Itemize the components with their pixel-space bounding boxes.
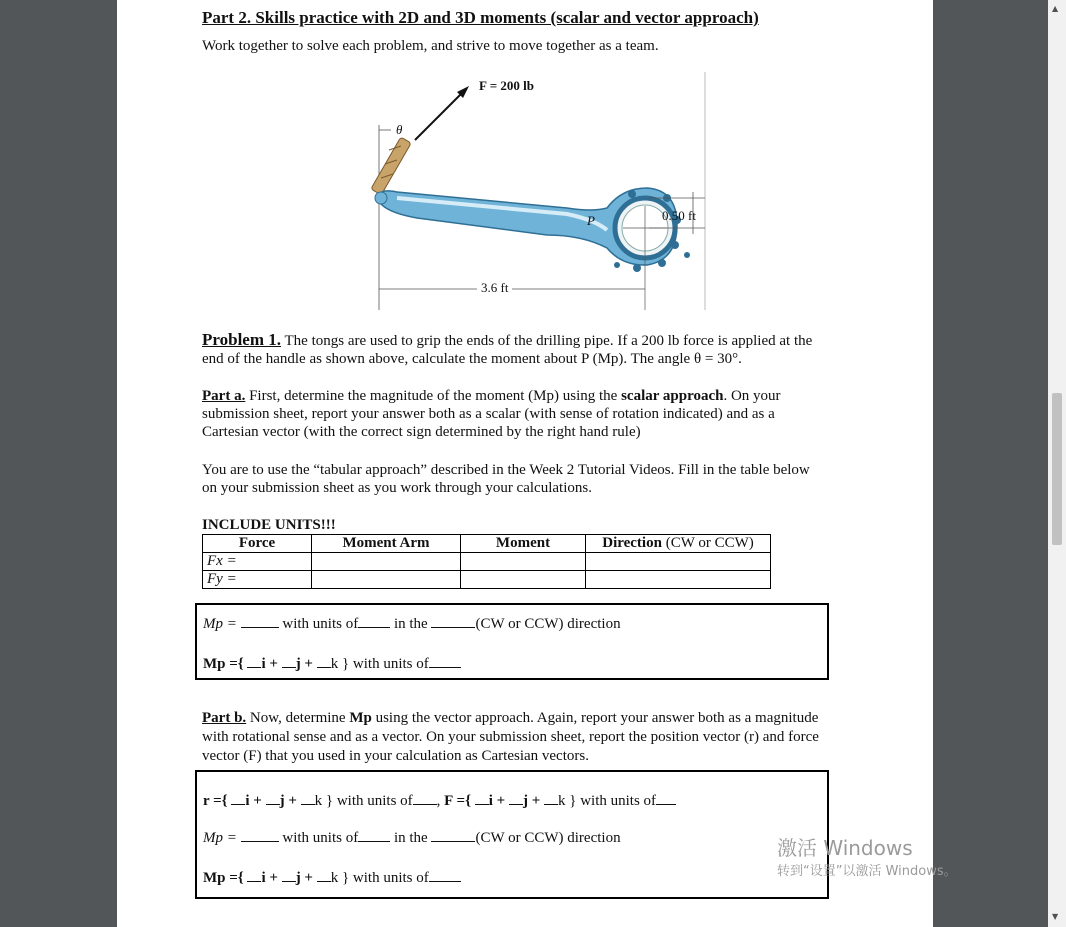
intro-text: Work together to solve each problem, and strive to move together as a team. — [202, 38, 659, 54]
part-b-label: Part b. — [202, 710, 247, 726]
header-moment-arm: Moment Arm — [312, 535, 461, 553]
moment-table — [202, 534, 771, 589]
part-b-paragraph: Part b. Now, determine Mp using the vector approach. Again, report your answer both as a magnitude with rotational sense and as a vector. On your submission sheet, report the position vector (r) and force vector (F) that you used in your calculation as Cartesian vectors. — [202, 710, 819, 764]
box-b-f: F ={ — [444, 793, 471, 809]
table-row — [203, 571, 771, 589]
theta-label: θ — [396, 122, 403, 137]
problem1-paragraph: Problem 1. The tongs are used to grip the ends of the drilling pipe. If a 200 lb force is applied at the end of the handle as shown above, calculate the moment about P (Mp). The angle θ = 30°. — [202, 330, 813, 367]
header-force: Force — [203, 535, 312, 553]
problem1-label: Problem 1. — [202, 330, 282, 349]
box-b-vector: Mp ={ — [203, 870, 244, 886]
header-direction: Direction (CW or CCW) — [586, 535, 771, 553]
answer-box-b: r ={ i + j + k } with units of , F ={ i + j + k } with units of Mp = with units of in the (CW or CCW) direction Mp ={ i + j + k } with units of — [195, 770, 829, 899]
watermark-title: 激活 Windows — [777, 836, 913, 860]
scrollbar-thumb[interactable] — [1052, 393, 1062, 545]
watermark-subtitle: 转到“设置”以激活 Windows。 — [777, 864, 957, 879]
box-a-vector: Mp ={ — [203, 656, 244, 672]
tongs-figure — [367, 70, 727, 315]
scroll-down-icon[interactable]: ▼ — [1052, 912, 1059, 921]
handle-grip — [371, 137, 411, 195]
part-a-paragraph: Part a. First, determine the magnitude of the moment (Mp) using the scalar approach. On your submission sheet, report your answer both as a scalar (with sense of rotation indicated) and as a Cartesian vector (with the correct sign determined by the right hand rule) — [202, 388, 781, 440]
header-moment: Moment — [461, 535, 586, 553]
scroll-up-icon[interactable]: ▲ — [1052, 4, 1059, 13]
tabular-paragraph: You are to use the “tabular approach” described in the Week 2 Tutorial Videos. Fill in the table below on your submission sheet as you work through your calculations. — [202, 462, 810, 496]
dimension-width-label: 3.6 ft — [477, 280, 512, 296]
table-row — [203, 553, 771, 571]
box-a-mp: Mp = — [203, 616, 237, 632]
vertical-scrollbar[interactable] — [1048, 0, 1066, 927]
row-label-fx: Fx = — [203, 553, 312, 571]
box-b-r: r ={ — [203, 793, 228, 809]
document-page — [117, 0, 933, 927]
part-a-label: Part a. — [202, 388, 246, 404]
point-p-label: P — [587, 213, 595, 228]
answer-box-a: Mp = with units of in the (CW or CCW) direction Mp ={ i + j + k } with units of — [195, 603, 829, 680]
row-label-fy: Fy = — [203, 571, 312, 589]
force-label: F = 200 lb — [479, 78, 534, 93]
section-heading: Part 2. Skills practice with 2D and 3D moments (scalar and vector approach) — [202, 8, 759, 27]
dimension-height-label: 0.50 ft — [662, 208, 696, 223]
include-units: INCLUDE UNITS!!! — [202, 517, 336, 533]
box-b-mp: Mp = — [203, 830, 237, 846]
